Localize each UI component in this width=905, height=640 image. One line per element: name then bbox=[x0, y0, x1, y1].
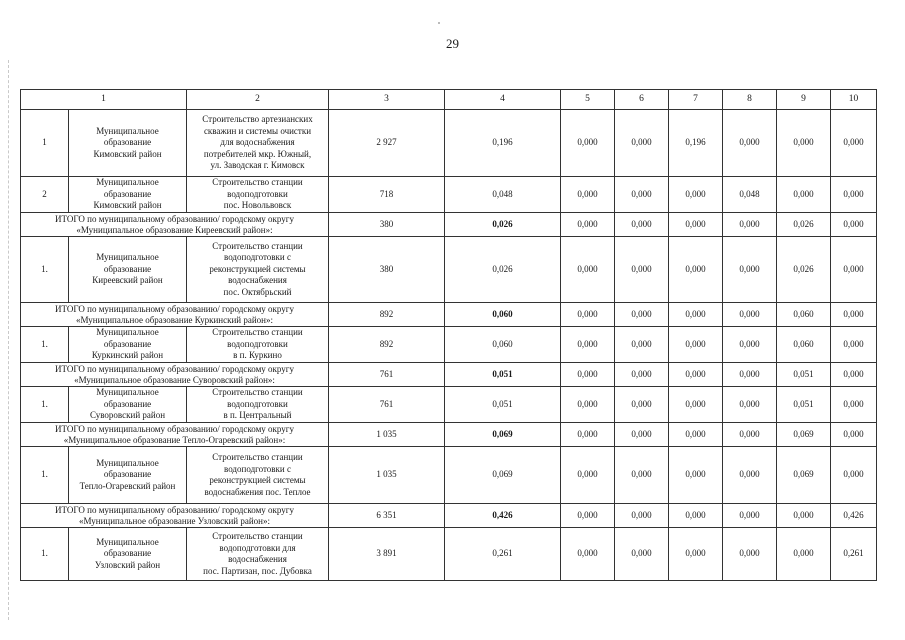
table-row bbox=[21, 110, 877, 177]
value-cell: 0,000 bbox=[831, 177, 877, 213]
row-number: 1. bbox=[21, 327, 69, 363]
value-cell: 0,000 bbox=[615, 213, 669, 237]
value-cell: 0,000 bbox=[615, 237, 669, 303]
header-cell: 1 bbox=[21, 90, 187, 110]
value-cell: 0,000 bbox=[777, 110, 831, 177]
value-cell: 0,000 bbox=[831, 303, 877, 327]
value-cell: 3 891 bbox=[329, 528, 445, 581]
total-label: ИТОГО по муниципальному образованию/ городскому округу «Муниципальное образование Киреевский район»: bbox=[21, 213, 329, 237]
value-cell: 0,000 bbox=[615, 423, 669, 447]
total-label: ИТОГО по муниципальному образованию/ городскому округу «Муниципальное образование Тепло-Огаревский район»: bbox=[21, 423, 329, 447]
municipality-cell: Муниципальное образование Узловский район bbox=[69, 528, 187, 581]
value-cell: 0,000 bbox=[723, 504, 777, 528]
table-row bbox=[21, 237, 877, 303]
value-cell: 0,048 bbox=[445, 177, 561, 213]
value-cell: 0,000 bbox=[561, 327, 615, 363]
value-cell: 0,000 bbox=[615, 327, 669, 363]
value-cell: 892 bbox=[329, 303, 445, 327]
value-cell: 0,069 bbox=[777, 423, 831, 447]
value-cell: 0,000 bbox=[561, 237, 615, 303]
table-body bbox=[21, 90, 877, 581]
value-cell: 0,000 bbox=[831, 237, 877, 303]
value-cell: 0,000 bbox=[777, 177, 831, 213]
total-label: ИТОГО по муниципальному образованию/ городскому округу «Муниципальное образование Суворовский район»: bbox=[21, 363, 329, 387]
table-row bbox=[21, 447, 877, 504]
value-cell: 761 bbox=[329, 363, 445, 387]
value-cell: 0,000 bbox=[615, 504, 669, 528]
table-header-row bbox=[21, 90, 877, 110]
value-cell: 0,000 bbox=[831, 387, 877, 423]
value-cell: 0,060 bbox=[445, 327, 561, 363]
value-cell: 0,026 bbox=[777, 237, 831, 303]
header-cell: 4 bbox=[445, 90, 561, 110]
value-cell: 0,000 bbox=[561, 423, 615, 447]
value-cell: 0,000 bbox=[561, 303, 615, 327]
project-cell: Строительство станции водоподготовки в п. Центральный bbox=[187, 387, 329, 423]
value-cell: 0,000 bbox=[615, 363, 669, 387]
value-cell: 0,000 bbox=[561, 504, 615, 528]
project-cell: Строительство станции водоподготовки с реконструкцией системы водоснабжения пос. Теплое bbox=[187, 447, 329, 504]
table-row bbox=[21, 528, 877, 581]
row-number: 2 bbox=[21, 177, 69, 213]
header-cell: 8 bbox=[723, 90, 777, 110]
total-label: ИТОГО по муниципальному образованию/ городскому округу «Муниципальное образование Куркинский район»: bbox=[21, 303, 329, 327]
value-cell: 0,000 bbox=[723, 327, 777, 363]
value-cell: 0,261 bbox=[445, 528, 561, 581]
value-cell: 0,000 bbox=[723, 363, 777, 387]
header-cell: 7 bbox=[669, 90, 723, 110]
total-row bbox=[21, 504, 877, 528]
value-cell: 0,069 bbox=[777, 447, 831, 504]
value-cell: 0,000 bbox=[831, 363, 877, 387]
value-cell: 0,000 bbox=[723, 213, 777, 237]
total-row bbox=[21, 363, 877, 387]
value-cell: 0,000 bbox=[561, 177, 615, 213]
value-cell: 0,196 bbox=[669, 110, 723, 177]
value-cell: 0,026 bbox=[777, 213, 831, 237]
value-cell: 0,000 bbox=[615, 447, 669, 504]
row-number: 1. bbox=[21, 528, 69, 581]
value-cell: 0,000 bbox=[723, 528, 777, 581]
municipality-cell: Муниципальное образование Кимовский район bbox=[69, 177, 187, 213]
total-row bbox=[21, 423, 877, 447]
row-number: 1 bbox=[21, 110, 69, 177]
value-cell: 0,060 bbox=[777, 303, 831, 327]
value-cell: 0,051 bbox=[445, 387, 561, 423]
value-cell: 0,000 bbox=[831, 447, 877, 504]
municipality-cell: Муниципальное образование Тепло-Огаревский район bbox=[69, 447, 187, 504]
header-cell: 2 bbox=[187, 90, 329, 110]
row-number: 1. bbox=[21, 387, 69, 423]
header-cell: 6 bbox=[615, 90, 669, 110]
value-cell: 0,000 bbox=[615, 303, 669, 327]
value-cell: 0,000 bbox=[831, 110, 877, 177]
value-cell: 0,426 bbox=[445, 504, 561, 528]
value-cell: 0,048 bbox=[723, 177, 777, 213]
municipality-cell: Муниципальное образование Куркинский район bbox=[69, 327, 187, 363]
value-cell: 0,261 bbox=[831, 528, 877, 581]
value-cell: 0,000 bbox=[561, 363, 615, 387]
value-cell: 0,000 bbox=[777, 504, 831, 528]
value-cell: 0,000 bbox=[723, 447, 777, 504]
value-cell: 0,000 bbox=[831, 327, 877, 363]
value-cell: 0,000 bbox=[615, 387, 669, 423]
value-cell: 0,196 bbox=[445, 110, 561, 177]
value-cell: 0,000 bbox=[723, 237, 777, 303]
value-cell: 0,000 bbox=[561, 110, 615, 177]
row-number: 1. bbox=[21, 237, 69, 303]
project-cell: Строительство станции водоподготовки с реконструкцией системы водоснабжения пос. Октябрьский bbox=[187, 237, 329, 303]
value-cell: 0,000 bbox=[669, 327, 723, 363]
header-cell: 9 bbox=[777, 90, 831, 110]
value-cell: 0,000 bbox=[669, 504, 723, 528]
value-cell: 0,000 bbox=[561, 528, 615, 581]
value-cell: 0,000 bbox=[561, 447, 615, 504]
value-cell: 0,051 bbox=[777, 363, 831, 387]
value-cell: 0,000 bbox=[831, 213, 877, 237]
municipality-cell: Муниципальное образование Суворовский район bbox=[69, 387, 187, 423]
value-cell: 0,000 bbox=[615, 110, 669, 177]
municipality-cell: Муниципальное образование Киреевский район bbox=[69, 237, 187, 303]
page-number: 29 bbox=[446, 36, 459, 51]
value-cell: 0,000 bbox=[669, 387, 723, 423]
project-cell: Строительство станции водоподготовки для водоснабжения пос. Партизан, пос. Дубовка bbox=[187, 528, 329, 581]
value-cell: 0,000 bbox=[723, 110, 777, 177]
value-cell: 0,000 bbox=[723, 423, 777, 447]
value-cell: 1 035 bbox=[329, 447, 445, 504]
table-row bbox=[21, 387, 877, 423]
municipality-cell: Муниципальное образование Кимовский район bbox=[69, 110, 187, 177]
value-cell: 0,000 bbox=[777, 528, 831, 581]
allocation-table bbox=[20, 89, 877, 581]
value-cell: 0,060 bbox=[445, 303, 561, 327]
header-cell: 10 bbox=[831, 90, 877, 110]
value-cell: 0,000 bbox=[669, 447, 723, 504]
project-cell: Строительство станции водоподготовки пос. Новольвовск bbox=[187, 177, 329, 213]
total-row bbox=[21, 303, 877, 327]
project-cell: Строительство артезианских скважин и системы очистки для водоснабжения потребителей мкр. Южный, ул. Заводская г. Кимовск bbox=[187, 110, 329, 177]
value-cell: 0,000 bbox=[669, 237, 723, 303]
value-cell: 761 bbox=[329, 387, 445, 423]
scan-dot bbox=[438, 22, 440, 24]
value-cell: 380 bbox=[329, 213, 445, 237]
value-cell: 0,000 bbox=[831, 423, 877, 447]
total-label: ИТОГО по муниципальному образованию/ городскому округу «Муниципальное образование Узловский район»: bbox=[21, 504, 329, 528]
project-cell: Строительство станции водоподготовки в п. Куркино bbox=[187, 327, 329, 363]
header-cell: 3 bbox=[329, 90, 445, 110]
value-cell: 0,000 bbox=[669, 303, 723, 327]
value-cell: 0,000 bbox=[723, 387, 777, 423]
table-row bbox=[21, 177, 877, 213]
value-cell: 0,069 bbox=[445, 423, 561, 447]
value-cell: 0,426 bbox=[831, 504, 877, 528]
value-cell: 718 bbox=[329, 177, 445, 213]
value-cell: 0,000 bbox=[669, 213, 723, 237]
value-cell: 0,000 bbox=[615, 177, 669, 213]
value-cell: 0,026 bbox=[445, 237, 561, 303]
total-row bbox=[21, 213, 877, 237]
value-cell: 0,026 bbox=[445, 213, 561, 237]
value-cell: 0,051 bbox=[445, 363, 561, 387]
header-cell: 5 bbox=[561, 90, 615, 110]
value-cell: 0,000 bbox=[561, 213, 615, 237]
row-number: 1. bbox=[21, 447, 69, 504]
value-cell: 2 927 bbox=[329, 110, 445, 177]
scan-edge-mark bbox=[8, 60, 10, 620]
table-row bbox=[21, 327, 877, 363]
value-cell: 0,060 bbox=[777, 327, 831, 363]
value-cell: 0,000 bbox=[561, 387, 615, 423]
value-cell: 0,051 bbox=[777, 387, 831, 423]
value-cell: 0,000 bbox=[615, 528, 669, 581]
value-cell: 0,069 bbox=[445, 447, 561, 504]
value-cell: 0,000 bbox=[669, 363, 723, 387]
value-cell: 0,000 bbox=[669, 528, 723, 581]
value-cell: 892 bbox=[329, 327, 445, 363]
value-cell: 380 bbox=[329, 237, 445, 303]
value-cell: 0,000 bbox=[669, 177, 723, 213]
value-cell: 1 035 bbox=[329, 423, 445, 447]
value-cell: 6 351 bbox=[329, 504, 445, 528]
value-cell: 0,000 bbox=[723, 303, 777, 327]
value-cell: 0,000 bbox=[669, 423, 723, 447]
